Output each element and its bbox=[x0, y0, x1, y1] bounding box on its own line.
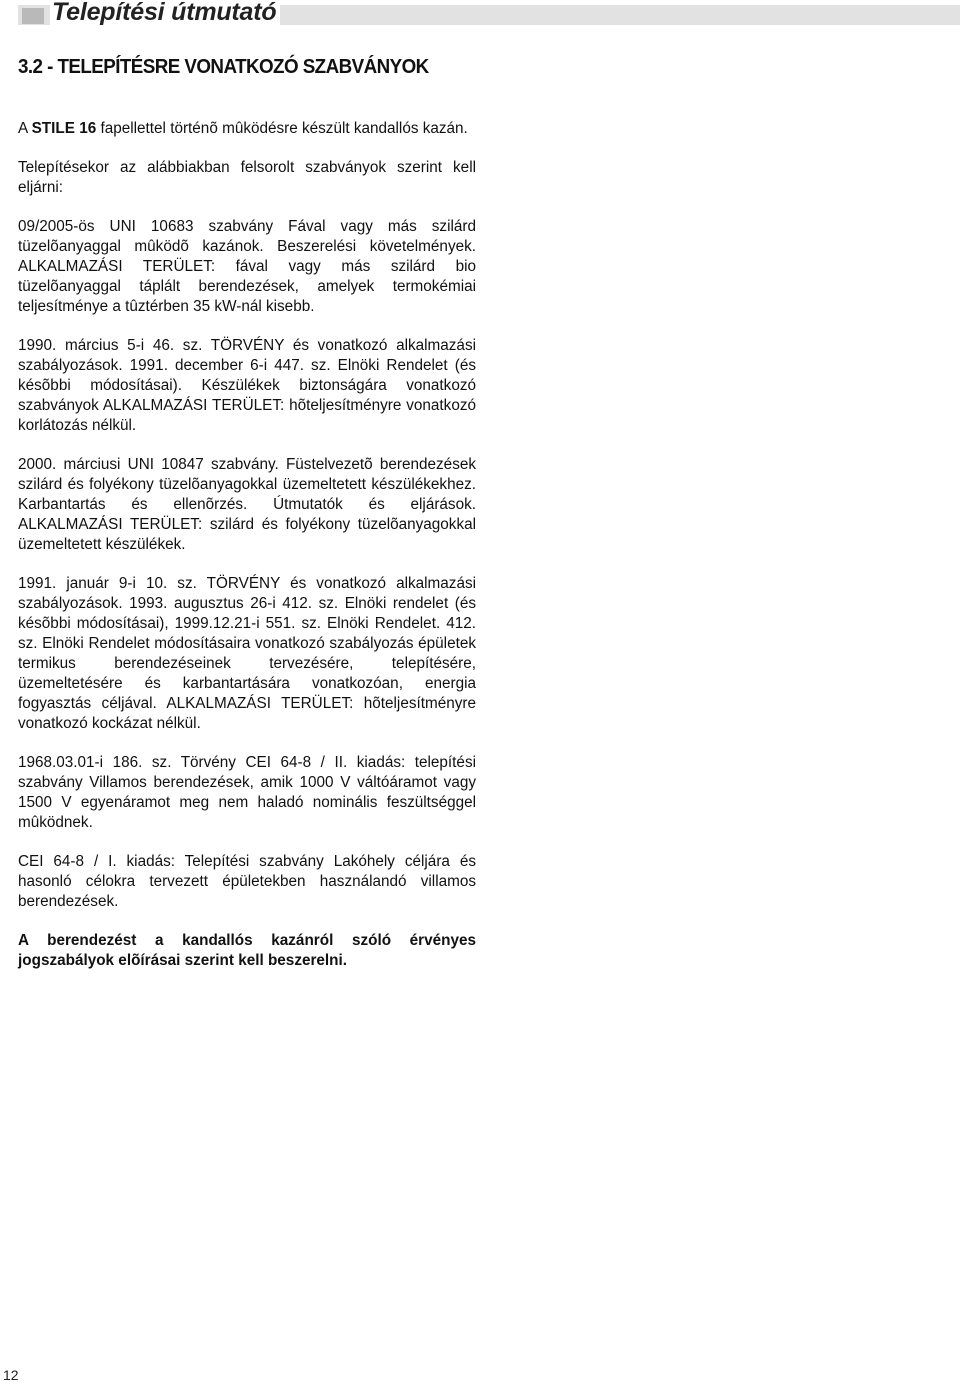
final-notice: A berendezést a kandallós kazánról szóló érvényes jogszabályok elõírásai szerint kell beszerelni. bbox=[18, 932, 476, 969]
paragraph-cei-64-8-i: CEI 64-8 / I. kiadás: Telepítési szabvány Lakóhely céljára és hasonló célokra tervezett épületekben használandó villamos berendezések. bbox=[18, 853, 476, 910]
paragraph-law-46-1990: 1990. március 5-i 46. sz. TÖRVÉNY és vonatkozó alkalmazási szabályozások. 1991. december 6-i 447. sz. Elnöki Rendelet (és késõbbi módosításai). Készülékek biztonságára vonatkozó szabványok ALKALMAZÁSI TERÜLET: hõteljesítményre vonatkozó korlátozás nélkül. bbox=[18, 337, 476, 434]
header-marker bbox=[22, 8, 44, 24]
intro-suffix: fapellettel történõ mûködésre készült kandallós kazán. bbox=[96, 120, 468, 137]
intro-prefix: A bbox=[18, 120, 32, 137]
section-heading: 3.2 - TELEPÍTÉSRE VONATKOZÓ SZABVÁNYOK bbox=[18, 56, 429, 78]
model-name: STILE 16 bbox=[31, 120, 97, 137]
paragraph-law-10-1991: 1991. január 9-i 10. sz. TÖRVÉNY és vonatkozó alkalmazási szabályozások. 1993. augusztus 26-i 412. sz. Elnöki rendelet (és késõbbi módosításai), 1999.12.21-i 551. sz. Elnöki Rendelet. 412. sz. Elnöki Rendelet módosításaira vonatkozó szabályozás épületek termikus berendezéseinek tervezésére, telepítésére, üzemeltetésére és karbantartására vonatkozóan, energia fogyasztás céljával. ALKALMAZÁSI TERÜLET: hõteljesítményre vonatkozó kockázat nélkül. bbox=[18, 575, 476, 732]
page-title: Telepítési útmutató bbox=[50, 0, 280, 27]
paragraph-uni-10847: 2000. márciusi UNI 10847 szabvány. Füstelvezetõ berendezések szilárd és folyékony tüzelõanyagokkal üzemeltetett készülékekhez. Karbantartás és ellenõrzés. Útmutatók és eljárások. ALKALMAZÁSI TERÜLET: szilárd és folyékony tüzelõanyagokkal üzemeltetett készülékek. bbox=[18, 456, 476, 553]
paragraph-uni-10683: 09/2005-ös UNI 10683 szabvány Fával vagy más szilárd tüzelõanyaggal mûködõ kazánok. Beszerelési követelmények. ALKALMAZÁSI TERÜLET: fával vagy más szilárd bio tüzelõanyaggal táplált berendezések, amelyek termokémiai teljesítménye a tûztérben 35 kW-nál kisebb. bbox=[18, 218, 476, 315]
page-number: 12 bbox=[3, 1367, 19, 1383]
paragraph-cei-64-8-ii: 1968.03.01-i 186. sz. Törvény CEI 64-8 / II. kiadás: telepítési szabvány Villamos berendezések, amik 1000 V váltóáramot vagy 1500 V egyenáramot meg nem haladó nominális feszültséggel mûködnek. bbox=[18, 754, 476, 831]
body-text bbox=[18, 119, 476, 990]
intro-paragraph bbox=[18, 119, 476, 139]
paragraph-standards-intro: Telepítésekor az alábbiakban felsorolt szabványok szerint kell eljárni: bbox=[18, 159, 476, 196]
